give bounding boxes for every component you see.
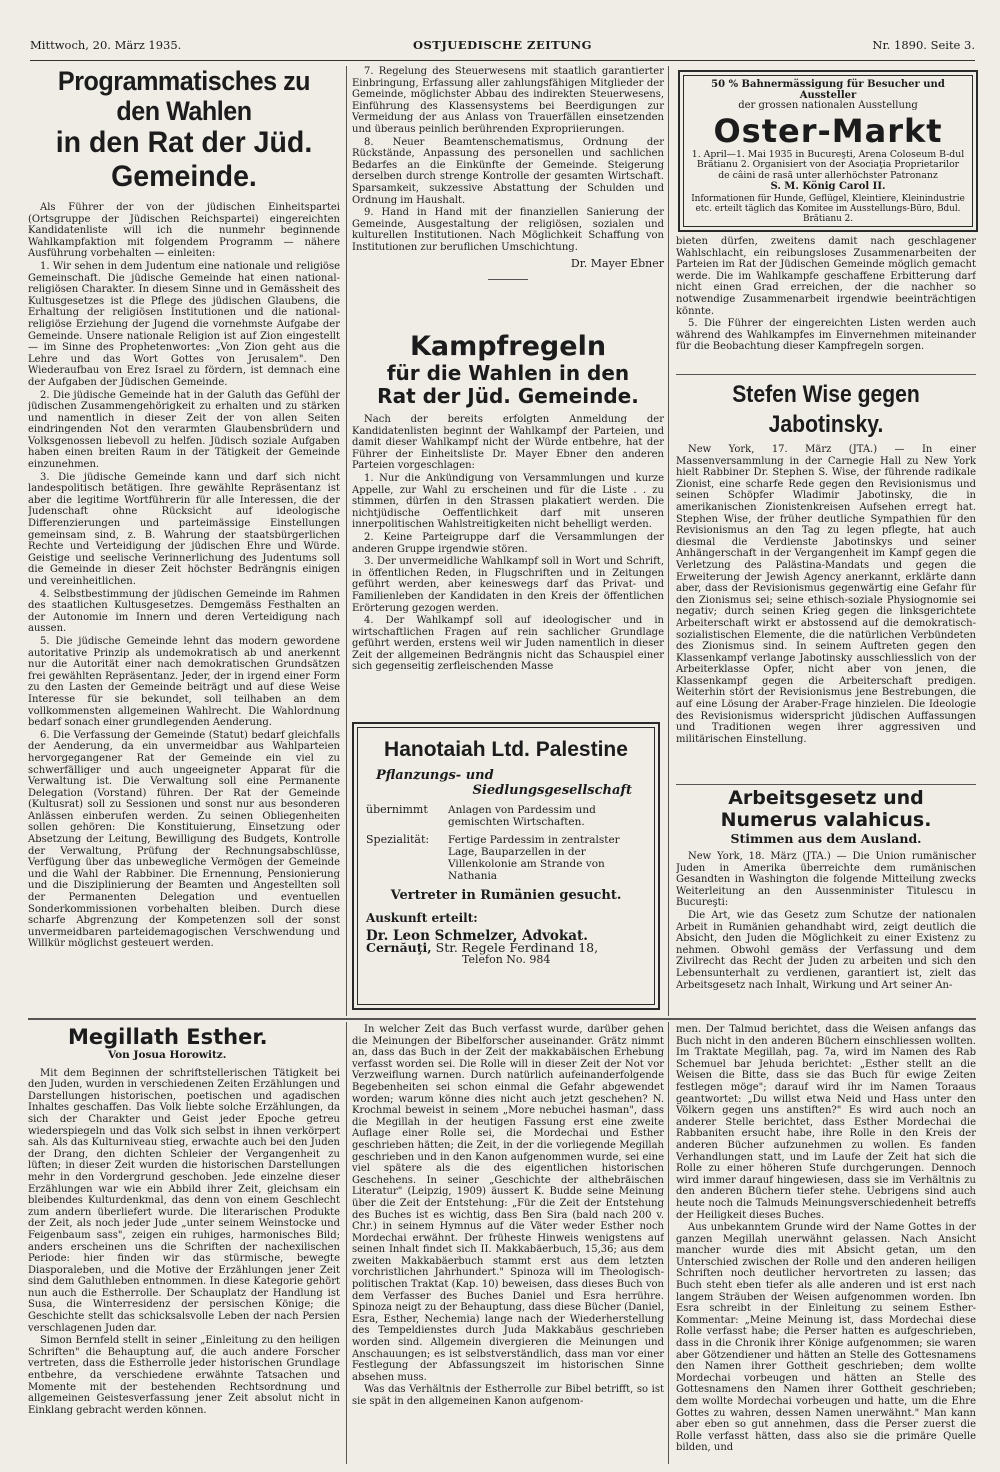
program-para: 3. Die jüdische Gemeinde kann und darf sich nicht landespolitisch betätigen. Ihre gewählte Repräsentanz ist aber die legitime Wortführerin für alle Interessen, die der Judenschaft ohne Rücksicht auf ideologische Differenzierungen und parteimässige Einstellungen gemeinsam sind, z. B. Wahrung der staatsbürgerlichen Rechte und Verteidigung der jüdischen Ehre und Würde. Geistige und seelische Verinnerlichung des Judentums soll die Gemeinde in dieser Zeit höchster Bedrängnis einigen und vereinheitlichen. — [28, 471, 340, 587]
wise-text: New York, 17. März (JTA.) — In einer Massenversammlung in der Carnegie Hall zu New York hielt Rabbiner Dr. Stephen S. Wise, der führende radikale Zionist, eine scharfe Rede gegen den Revisionismus und seinen Schöpfer Wladimir Jabotinsky, die in amerikanischen Zionistenkreisen Aufsehen erregt hat. Stephen Wise, der früher deutliche Sympathien für den Revisionismus an den Tag zu legen pflegte, hat auch diesmal die Verdienste Jabotinskys und seiner Anhängerschaft in der Vergangenheit im Kampf gegen die Verletzung des Palästina-Mandats und gegen die Erweiterung der Jewish Agency anerkannt, erklärte dann aber, dass der Revisionismus gegenwärtig eine Gefahr für den Zionismus sei; seine ethisch-soziale Physiognomie sei negativ; durch seinen Krieg gegen die linksgerichtete Arbeiterschaft wirkt er abstossend auf die demokratisch-sozialistischen Elemente, die die natürlichen Verbündeten des Zionismus sind. In seinem Auftreten gegen den Klassenkampf verlange Jabotinsky ausschliesslich von der Arbeiterklasse Opfer, nicht aber von jenen, die Klassenkampf gegen die Arbeiterschaft predigen. Weiterhin stört der Revisionismus jene Bestrebungen, die auf eine Lösung der Araber-Frage hinzielen. Die Ideologie des Revisionismus widerspricht jüdischen Auffassungen und Traditionen wegen ihrer aggressiven und militärischen Einstellung. — [676, 444, 976, 745]
hanotaiah-ad — [352, 722, 660, 1010]
program-para: 9. Hand in Hand mit der finanziellen Sanierung der Gemeinde, Ausgestaltung der religiösen, sozialen und kulturellen Institutionen. Nach Möglichkeit Schaffung von Institutionen zur beruflichen Umschichtung. — [352, 207, 664, 253]
esther-para: In welcher Zeit das Buch verfasst wurde, darüber gehen die Meinungen der Bibelforscher auseinander. Grätz nimmt an, dass das Buch in der Zeit der makkabäischen Erhebung verfasst worden sei. Die Rolle will in dieser Zeit der Not vor Verzweiflung warnen. Durch natürlich aufeinanderfolgende Begebenheiten sei schon einmal die Gefahr abgewendet worden; warum könne dies nicht auch jetzt geschehen? N. Krochmal beweist in seinem „More nebuchei hasman", dass die Megillah in der heutigen Fassung erst eine zweite Auflage einer Rolle sei, die Mordechai und Esther geschrieben hätten; die Zeit, in der die vorliegende Megillah geschrieben und in den Kanon aufgenommen wurde, sei eine viel spätere als die des eigentlichen historischen Geschehens. In seiner „Geschichte der althebräischen Literatur" (Leipzig, 1909) äussert K. Budde seine Meinung über die Zeit der Entstehung: „Für die Zeit der Entstehung des Buches ist es wichtig, dass Ben Sira (bald nach 200 v. Chr.) in seinem Hymnus auf die Väter weder Esther noch Mordechai erwähnt. Der früheste Hinweis wenigstens auf seinen Inhalt findet sich II. Makkabäerbuch, 15,36; aus dem zweiten Makkabäerbuch stammt erst aus dem letzten vorchristlichen Jahrhundert." Spinoza will im Theologisch-politischen Traktat (Kap. 10) beweisen, dass dieses Buch von dem Verfasser des Buches Daniel und Esra herrühre. Spinoza neigt zu der Behauptung, dass diese Bücher (Daniel, Esra, Esther, Nechemia) lange nach der Wiederherstellung des Tempeldienstes durch Juda Makkabäus geschrieben worden sind. Allgemein divergieren die Meinungen und Anschauungen; es ist selbstverständlich, dass man vor einer Festlegung der Abfassungszeit im historischen Sinne absehen muss. — [352, 1024, 664, 1383]
hanotaiah-wanted: Vertreter in Rumänien gesucht. — [390, 888, 622, 903]
kampf-headline-1: Kampfregeln — [409, 332, 607, 362]
esther-headline: Megillath Esther. — [68, 1025, 268, 1049]
arbeit-text: New York, 18. März (JTA.) — Die Union rumänischer Juden in Amerika überreichte dem rumänischen Gesandten in Washington die folgende Mitteilung zwecks Weiterleitung an den Aussenminister Titulescu in Bucureşti: — [676, 851, 976, 909]
hanotaiah-info-label: Auskunft erteilt: — [366, 911, 478, 925]
column-rule — [668, 66, 669, 1016]
row1-label: übernimmt — [366, 803, 428, 816]
program-para: 2. Die jüdische Gemeinde hat in der Galuth das Gefühl der jüdischen Zusammengehörigkeit zu erhalten und zu stärken und namentlich in dieser Zeit der von allen Seiten eindringenden Not den verarmten Glaubensbrüdern und Volksgenossen liebevoll zu helfen. Jüdisch soziale Aufgaben haben einen breiten Raum in der Tätigkeit der Gemeinde einzunehmen. — [28, 389, 340, 471]
esther-col-2 — [352, 1024, 664, 1464]
contact-street: Str. Regele Ferdinand 18, — [435, 940, 599, 955]
program-para: 8. Neuer Beamtenschematismus, Ordnung der Rückstände, Anpassung des personellen und sachlichen Bedarfes an die Einkünfte der Gemeinde. Steigerung derselben durch strenge Kontrolle der gesamten Wirtschaft. Sparsamkeit, sukzessive Abstattung der Schulden und Ordnung im Haushalt. — [352, 136, 664, 206]
program-headline-1: Programmatisches zu den Wahlen — [57, 66, 311, 126]
esther-para: Mit dem Beginnen der schriftstellerischen Tätigkeit bei den Juden, wurden in verschiedenen Zeiten Erzählungen und Darstellungen historischen, poetischen und agadischen Inhaltes geschaffen. Das Volk liebte solche Erzählungen, da sich der Charakter und Geist jeder Epoche getreu wiederspiegeln und das Volk sich selbst in ihnen verkörpert sah. Als das Kulturniveau stieg, erwachte auch bei den Juden der Drang, den dichten Schleier der Vergangenheit zu lüften; in dieser Zeit wurden die historischen Darstellungen mehr in den Vordergrund geschoben. Jede einzelne dieser Erzählungen war wie ein Abbild ihrer Zeit, gleichsam ein bleibendes Kulturdenkmal, das denn von einem Geschlecht zum andern überliefert wurde. Die literarischen Produkte der Zeit, als noch jeder Jude „unter seinem Weinstocke und Feigenbaum sass", zeigen ein ruhiges, harmonisches Bild; anders erscheinen uns die Schriften der nachexilischen Periode: hier finden wir das stürmische, bewegte Diasporaleben, und die Motive der Erzählungen jener Zeit sind dem Galuthleben entnommen. In diese Kategorie gehört nun auch die Estherrolle. Der Schauplatz der Handlung ist Susa, die Winterresidenz der persischen Könige; die Geschichte stellt das schicksalsvolle Leben der nach Persien verschlagenen Juden dar. — [28, 1067, 340, 1334]
program-para: 4. Selbstbestimmung der jüdischen Gemeinde im Rahmen des staatlichen Kultusgesetzes. Demgemäss Festhalten an der Autonomie im Innern und deren Verteidigung nach aussen. — [28, 588, 340, 635]
feuilleton-rule — [28, 1018, 976, 1020]
arbeit-article — [676, 788, 976, 1016]
kampf-continued — [676, 236, 976, 370]
contact-phone: Telefon No. 984 — [462, 953, 551, 966]
column-rule — [346, 1022, 347, 1464]
kampf-para: bieten dürfen, zweitens damit nach geschlagener Wahlschlacht, ein reibungsloses Zusammenarbeiten der Parteien im Rat der Jüdischen Gemeinde möglich gemacht werde. Die im Wahlkampfe geschaffene Erbitterung darf nicht einen Grad erreichen, der die nachher so notwendige Zusammenarbeit irgendwie beeinträchtigen könnte. — [676, 236, 976, 317]
row2-text: Fertige Pardessim in zentralster Lage, Bauparzellen in der Villenkolonie am Strande von Nathania — [448, 834, 620, 882]
kampf-para: 3. Der unvermeidliche Wahlkampf soll in Wort und Schrift, in öffentlichen Reden, in Flugschriften und in Zeitungen geführt werden, aber keineswegs darf das Privat- und Familienleben der Kandidaten in den Kreis der öffentlichen Erörterung gezogen werden. — [352, 556, 664, 614]
contact-city: Cernăuţi, — [366, 940, 432, 955]
esther-para: Was das Verhältnis der Estherrolle zur Bibel betrifft, so ist sie spät in den allgemeinen Kanon aufgenom- — [352, 1384, 664, 1407]
contact-name: Dr. Leon Schmelzer, Advokat. — [366, 928, 588, 944]
kampfregeln-article — [352, 332, 664, 717]
hanotaiah-subtitle-2: Siedlungsgesellschaft — [472, 783, 632, 798]
column-rule — [668, 1022, 669, 1464]
kampf-para: Nach der bereits erfolgten Anmeldung der Kandidatenlisten beginnt der Wahlkampf der Parteien, und damit dieser Wahlkampf nicht der Würde entbehre, hat der Führer der Einheitsliste Dr. Mayer Ebner den anderen Parteien vorgeschlagen: — [352, 414, 664, 472]
esther-col-1 — [28, 1024, 340, 1464]
arbeit-text: Die Art, wie das Gesetz zum Schutze der nationalen Arbeit in Rumänien gehandhabt wird, zeigt deutlich die Absicht, den Juden die Möglichkeit zu einer Existenz zu nehmen. Obwohl gemäss der Verfassung und dem Zivilrecht das Recht der Juden zu arbeiten und sich den Lebensunterhalt zu verdienen, garantiert ist, zielt das Arbeitsgesetz nach Inhalt, Wirkung und Art seiner An- — [676, 909, 976, 991]
program-article — [28, 66, 340, 1014]
section-rule — [676, 784, 976, 785]
issue-number: Nr. 1890. Seite 3. — [872, 38, 975, 52]
wise-headline: Stefen Wise gegen Jabotinsky. — [732, 381, 920, 438]
esther-para: men. Der Talmud berichtet, dass die Weisen anfangs das Buch nicht in den anderen Büchern einschliessen wollten. Im Traktate Megillah, pag. 7a, wird im Namen des Rab Schemuel bar Jehuda berichtet: „Esther stellt an die Weisen die Bitte, dass sie das Buch für ewige Zeiten festlegen möge"; darauf wird ihr im Namen Toraaus geantwortet: „Du willst etwa Neid und Hass unter den Völkern gegen uns anstiften?" Es wird auch noch an anderer Stelle berichtet, dass Esther Mordechai die Rabbaniten ersucht habe, ihre Rolle in den Kreis der anderen Bücher aufzunehmen zu wollen. Es fanden Verhandlungen statt, und im Laufe der Zeit hat sich die Rolle zu einer höheren Stufe durchgerungen. Dennoch wird immer darauf hingewiesen, dass sie im Verhältnis zu den anderen Büchern tiefer stehe. Uebrigens sind auch heute noch die Talmuds Meinungsverschiedenheit betreffs der Heiligkeit dieses Buches. — [676, 1024, 976, 1221]
esther-para: Aus unbekanntem Grunde wird der Name Gottes in der ganzen Megillah unerwähnt gelassen. Nach Ansicht mancher wurde dies mit Absicht getan, um den Unterschied zwischen der Rolle und den anderen heiligen Schriften noch deutlicher hervortreten zu lassen; das Buch steht eben tiefer als alle anderen und ist erst nach langem Sträuben der Weisen aufgenommen worden. Ibn Esra schreibt in der Einleitung zu seinem Esther-Kommentar: „Meine Meinung ist, dass Mordechai diese Rolle verfasst habe; die Perser hatten es aufgeschrieben, dass in die Chronik ihrer Könige aufgenommen; sie waren aber Götzendiener und hätten an Stelle des Gottesnamens den Namen ihrer Gottheit geschrieben; dem wollte Mordechai vorbeugen und hätten an Stelle des Gottesnamens den Namen ihrer Gottheit geschrieben; dem wollte Mordechai vorbeugen und hatte, um die Ehre Gottes zu wahren, dessen Namen unerwähnt." Man kann aber eben so gut annehmen, dass die Perser zuerst die Rolle verfasst hätten, dass also sie die primäre Quelle bilden, und — [676, 1222, 976, 1454]
program-para: Als Führer der von der jüdischen Einheitspartei (Ortsgruppe der Jüdischen Reichspartei) eingereichten Kandidatenliste will ich die nunmehr beginnende Wahlkampfaktion mit folgendem Programm — nähere Ausführung vorbehalten — einleiten: — [28, 202, 340, 260]
issue-date: Mittwoch, 20. März 1935. — [30, 38, 182, 52]
section-rule — [676, 374, 976, 375]
program-signature: Dr. Mayer Ebner — [570, 256, 664, 270]
esther-col-3 — [676, 1024, 976, 1464]
kampf-headline-2: für die Wahlen in den — [386, 361, 630, 385]
kampf-para: 4. Der Wahlkampf soll auf ideologischer und in wirtschaftlichen Fragen auf rein sachlicher Grundlage geführt werden, erstens weil wir Juden namentlich in dieser Zeit der allgemeinen Bedrängnis nicht das Schauspiel einer sich gegenseitig zerfleischenden Masse — [352, 615, 664, 673]
oster-line-3: 1. April—1. Mai 1935 in Bucureşti, Arena Coloseum B-dul Brătianu 2. Organisiert von der Asociaţia Proprietarilor de câini de rasă unter allerhöchster Patronanz — [691, 148, 965, 181]
page-header — [30, 38, 975, 61]
oster-line-1: 50 % Bahnermässigung für Besucher und Aussteller — [711, 79, 945, 101]
program-headline-2: in den Rat der Jüd. Gemeinde. — [55, 126, 313, 193]
program-para: 5. Die jüdische Gemeinde lehnt das modern gewordene autoritative Prinzip als undemokratisch ab und anerkennt nur die Autorität einer nach demokratischen Grundsätzen frei gewählten Repräsentanz. Jeder, der in irgend einer Form zu den Lasten der Gemeinde beiträgt und auf diese Weise Interesse für sie bekundet, soll teilhaben an dem vollkommensten allgemeinen Wahlrecht. Die Wahlordnung bedarf sonach einer grundlegenden Aenderung. — [28, 635, 340, 729]
hanotaiah-title: Hanotaiah Ltd. Palestine — [384, 738, 628, 761]
oster-markt-ad — [678, 70, 978, 232]
oster-line-5: Informationen für Hunde, Geflügel, Kleintiere, Kleinindustrie etc. erteilt täglich das Komitee im Ausstellungs-Büro, Bdul. Brătianu 2. — [691, 194, 965, 225]
program-continued — [352, 66, 664, 326]
kampf-para: 1. Nur die Ankündigung von Versammlungen und kurze Appelle, zur Wahl zu erscheinen und für die Liste . . zu stimmen, dürfen in den Strassen plakatiert werden. Die nichtjüdische Oeffentlichkeit darf mit unseren innerpolitischen Wahlstreitigkeiten nicht behelligt werden. — [352, 472, 664, 531]
kampf-para: 5. Die Führer der eingereichten Listen werden auch während des Wahlkampfes im Einvernehmen miteinander für die Beobachtung dieser Kampfregeln sorgen. — [676, 318, 976, 353]
esther-para: Simon Bernfeld stellt in seiner „Einleitung zu den heiligen Schriften" die Behauptung auf, die auch andere Forscher vertreten, dass die Estherrolle jeder historischen Grundlage entbehre, da verschiedene erwähnte Tatsachen und Momente mit der bestehenden Rechtsordnung und allgemeinen Geistesverfassung jener Zeit absolut nicht in Einklang gebracht werden können. — [28, 1335, 340, 1416]
esther-byline: Von Josua Horowitz. — [108, 1049, 227, 1061]
hanotaiah-row-1 — [366, 804, 646, 828]
column-rule — [346, 66, 347, 1016]
oster-title: Oster-Markt — [713, 111, 943, 150]
oster-line-2: der grossen nationalen Ausstellung — [738, 100, 918, 112]
arbeit-headline-2: Numerus valahicus. — [720, 809, 932, 831]
kampf-para: 2. Keine Parteigruppe darf die Versammlungen der anderen Gruppe irgendwie stören. — [352, 531, 664, 555]
program-para: 6. Die Verfassung der Gemeinde (Statut) bedarf gleichfalls der Aenderung, da ein unvermeidbar aus Wahlparteien hervorgegangener Rat der Gemeinde ein viel zu schwerfälliger und auch ungeeigneter Apparat für die Verwaltung ist. Die Verwaltung soll eine Permanente Delegation (Vorstand) führen. Der Rat der Gemeinde (Kultusrat) soll zu Sessionen und sonst nur aus besonderen Anlässen einberufen werden. Zu seinen Obliegenheiten sollen gehören: Die Konstituierung, Einsetzung oder Absetzung der Leitung, Bewilligung des Budgets, Kontrolle der Verwaltung, Prüfung der Rechnungsabschlüsse, Verfügung über das unbewegliche Vermögen der Gemeinde und die Wahl der Rabbiner. Die Ernennung, Pensionierung und die Disziplinierung der Beamten und Angestellten soll der Permanenten Delegation und eventuellen Sonderkommissionen vorbehalten bleiben. Durch diese scharfe Abgrenzung der Kompetenzen soll der sonst unvermeidbaren parteidemagogischen Verschwendung und Willkür möglichst gesteuert werden. — [28, 729, 340, 950]
oster-content — [690, 80, 966, 224]
oster-line-4: S. M. König Carol II. — [770, 180, 886, 192]
arbeit-subhead: Stimmen aus dem Ausland. — [730, 831, 922, 846]
hanotaiah-row-2 — [366, 834, 646, 882]
newspaper-title: OSTJUEDISCHE ZEITUNG — [412, 38, 593, 52]
row2-label: Spezialität: — [366, 833, 430, 846]
hanotaiah-subtitle-1: Pflanzungs- und — [376, 768, 494, 783]
row1-text: Anlagen von Pardessim und gemischten Wirtschaften. — [448, 804, 596, 828]
separator — [488, 279, 528, 280]
wise-article — [676, 380, 976, 780]
program-para: 1. Wir sehen in dem Judentum eine nationale und religiöse Gemeinschaft. Die jüdische Gemeinde hat einen national-religiösen Charakter. In diesem Sinne und in Gemässheit des Kultusgesetzes ist die Pflege des jüdischen Glaubens, die Erhaltung der religiösen Institutionen und die national-religiöse Erziehung der Jugend die vornehmste Aufgabe der Gemeinde. Unsere nationale Religion ist auf Zion eingestellt — im Sinne des Prophetenwortes: „Von Zion geht aus die Lehre und das Wort Gottes von Jerusalem". Den Wiederaufbau von Erez Israel zu fördern, ist demnach eine der Aufgaben der Jüdischen Gemeinde. — [28, 260, 340, 388]
program-para: 7. Regelung des Steuerwesens mit staatlich garantierter Einbringung, Erfassung aller zahlungsfähigen Mitglieder der Gemeinde, möglichster Abbau des indirekten Steuerwesens, Einführung des Klassensystems bei Beerdigungen zur Vermeidung der aus Anlass von Trauerfällen einsetzenden und überaus peinlich berührenden Expropriierungen. — [352, 66, 664, 135]
hanotaiah-content — [366, 738, 646, 966]
arbeit-headline-1: Arbeitsgesetz und — [728, 788, 924, 809]
kampf-headline-3: Rat der Jüd. Gemeinde. — [377, 384, 639, 408]
